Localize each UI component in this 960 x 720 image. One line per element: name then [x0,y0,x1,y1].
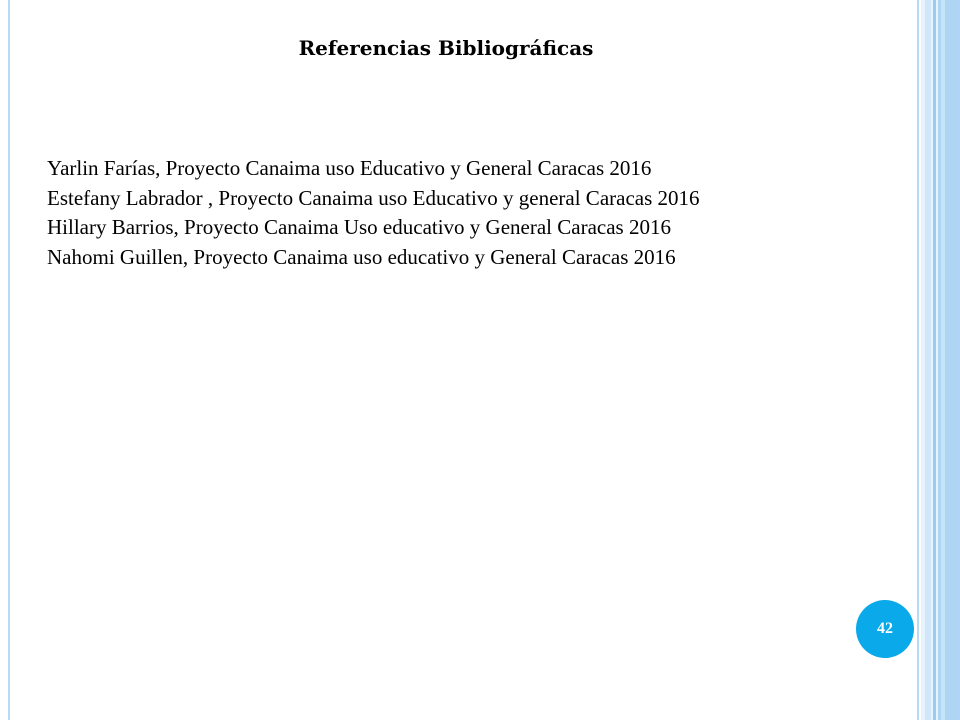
reference-item: Yarlin Farías, Proyecto Canaima uso Educativo y General Caracas 2016 [47,156,652,180]
reference-item: Estefany Labrador , Proyecto Canaima uso Educativo y general Caracas 2016 [47,185,700,210]
stripe [941,0,945,720]
right-decorative-stripes [921,0,960,720]
slide-title: Referencias Bibliográficas [298,36,594,60]
left-frame-line [8,0,10,720]
reference-list [47,154,700,272]
reference-item: Hillary Barrios, Proyecto Canaima Uso educativo y General Caracas 2016 [47,215,671,239]
stripe [925,0,931,720]
reference-item: Nahomi Guillen, Proyecto Canaima uso educativo y General Caracas 2016 [47,244,676,269]
stripe [933,0,936,720]
right-frame-line [917,0,919,720]
page-number-badge: 42 [856,600,914,658]
